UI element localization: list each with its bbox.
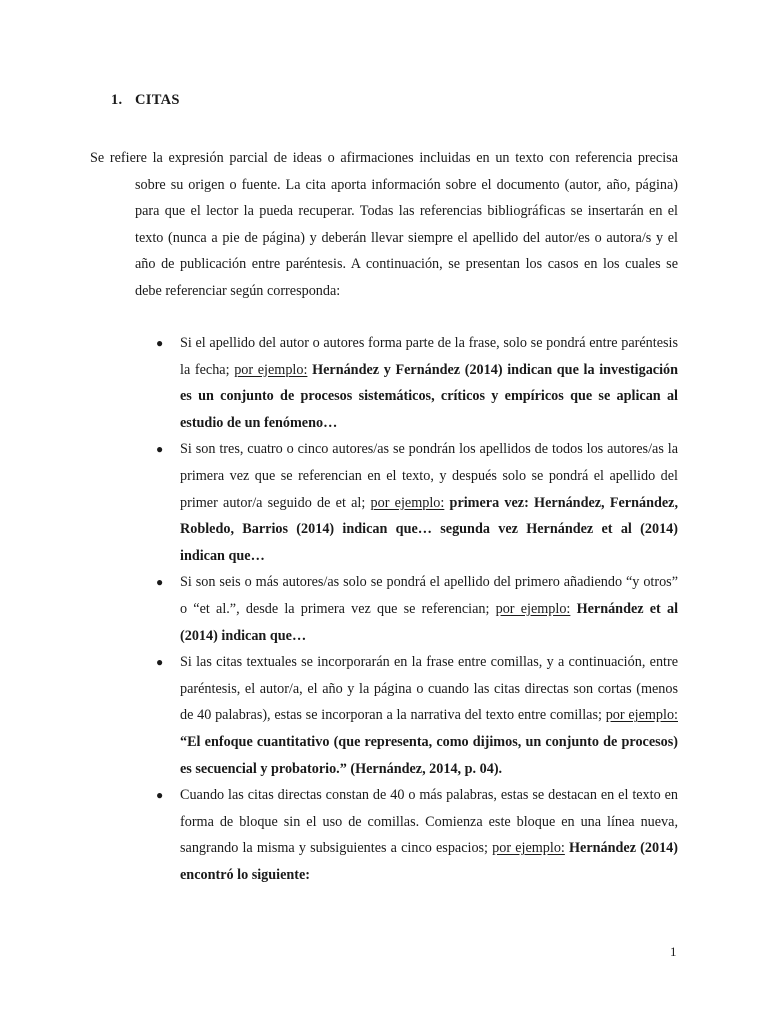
example-text: “El enfoque cuantitativo (que representa, como dijimos, un conjunto de procesos) es secuencial y probatorio.” (Hernández, 2014, p. 04). <box>180 733 678 777</box>
example-label: por ejemplo: <box>370 494 445 511</box>
list-item <box>156 569 679 649</box>
list-item <box>156 436 678 569</box>
example-text: primera vez: Hernández, Fernández, Robledo, Barrios (2014) indican que… segunda vez Hernández et al (2014) indican que… <box>180 494 678 564</box>
example-label: por ejemplo: <box>492 840 565 857</box>
bullet-icon: ● <box>156 575 164 590</box>
citation-rules-list <box>156 330 679 888</box>
bullet-icon: ● <box>156 655 164 670</box>
intro-paragraph: Se refiere la expresión parcial de ideas o afirmaciones incluidas en un texto con referencia precisa sobre su origen o fuente. La cita aporta información sobre el documento (autor, año, página) para que el lector la pueda recuperar. Todas las referencias bibliográficas se insertarán en el texto (nunca a pie de página) y deberán llevar siempre el apellido del autor/es o autora/s y el año de publicación entre paréntesis. A continuación, se presentan los casos en los cuales se debe referenciar según corresponda: <box>90 150 678 299</box>
bullet-text: Si son tres, cuatro o cinco autores/as se pondrán los apellidos de todos los autores/as la primera vez que se referencian en el texto, y después solo se pondrá el apellido del primer autor/a seguido de et al; <box>180 441 678 511</box>
example-label: por ejemplo: <box>495 600 571 617</box>
example-text: Hernández (2014) encontró lo siguiente: <box>180 840 678 883</box>
bullet-icon: ● <box>156 442 164 457</box>
example-text: Hernández y Fernández (2014) indican que la investigación es un conjunto de procesos sistemáticos, críticos y empíricos que se aplican al estudio de un fenómeno… <box>180 361 679 431</box>
list-item <box>156 782 678 888</box>
bullet-text: Si las citas textuales se incorporarán en la frase entre comillas, y a continuación, entre paréntesis, el autor/a, el año y la página o cuando las citas directas son cortas (menos de 40 palabras), estas se incorporan a la narrativa del texto entre comillas; <box>180 654 678 724</box>
bullet-text: Si el apellido del autor o autores forma parte de la frase, solo se pondrá entre paréntesis la fecha; <box>180 335 678 378</box>
section-heading <box>111 92 180 109</box>
list-item <box>156 330 679 436</box>
example-text: Hernández et al (2014) indican que… <box>180 600 679 644</box>
bullet-icon: ● <box>156 788 164 803</box>
example-label: por ejemplo: <box>234 361 308 378</box>
section-number: 1. <box>111 92 123 108</box>
bullet-text: Cuando las citas directas constan de 40 o más palabras, estas se destacan en el texto en forma de bloque sin el uso de comillas. Comienza este bloque en una línea nueva, sangrando la misma y subsiguientes a cinco espacios; <box>180 787 678 857</box>
page-number: 1 <box>670 944 677 959</box>
example-label: por ejemplo: <box>605 707 678 724</box>
bullet-icon: ● <box>156 336 164 350</box>
section-title: CITAS <box>135 92 180 108</box>
list-item <box>156 649 678 782</box>
bullet-text: Si son seis o más autores/as solo se pondrá el apellido del primero añadiendo “y otros” o “et al.”, desde la primera vez que se referencian; <box>180 574 678 617</box>
